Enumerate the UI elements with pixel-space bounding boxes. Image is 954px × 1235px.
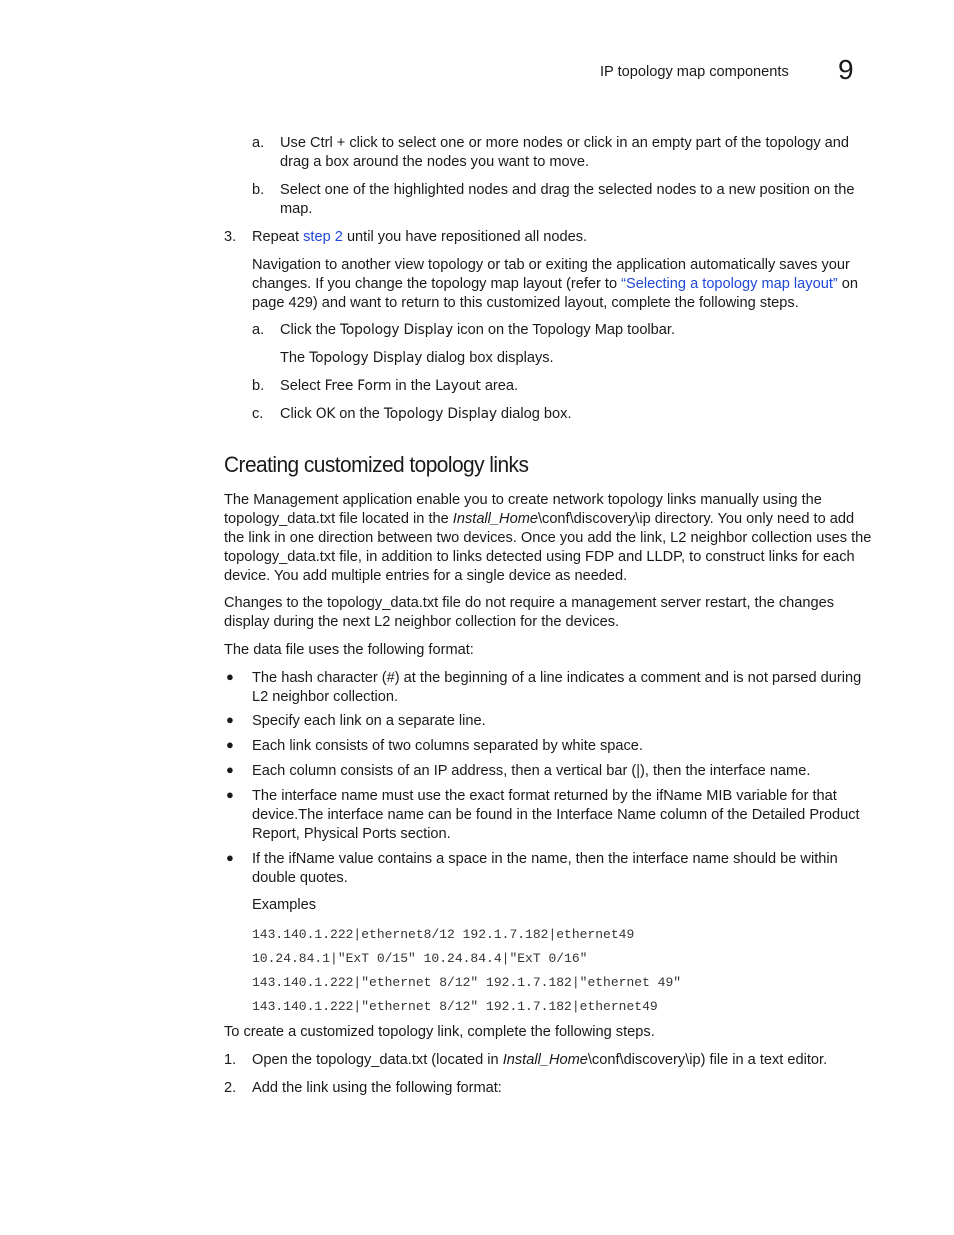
navigation-paragraph: Navigation to another view topology or tab or exiting the application automatically saves your changes. If you change the topology map layout (refer to “Selecting a topology map layout” on page 429) and want to return to this customized layout, complete the following steps. — [252, 257, 859, 311]
substep-marker: b. — [252, 182, 265, 198]
code-example: 143.140.1.222|"ethernet 8/12" 192.1.7.182|"ethernet 49" — [252, 975, 682, 990]
code-example: 10.24.84.1|"ExT 0/15" 10.24.84.4|"ExT 0/16" — [252, 951, 588, 966]
step-2-link[interactable]: step 2 — [303, 229, 343, 245]
step-3-text: Repeat step 2 until you have repositioned all nodes. — [252, 229, 588, 245]
bullet-icon: ● — [226, 787, 234, 802]
step-2-text: Add the link using the following format: — [252, 1080, 502, 1096]
ui-label: Layout — [435, 378, 481, 394]
ui-label: Topology Display — [340, 322, 453, 338]
bullet-item: The interface name must use the exact format returned by the ifName MIB variable for that device.The interface name can be found in the Interface Name column of the Detailed Product Report, Physical Ports section. — [252, 788, 860, 842]
substep-text: Click the Topology Display icon on the Topology Map toolbar. — [280, 322, 676, 338]
ui-label: Free Form — [324, 378, 392, 394]
bullet-item: Each column consists of an IP address, then a vertical bar (|), then the interface name. — [252, 763, 811, 779]
ui-label: Topology Display — [309, 350, 423, 366]
bullet-icon: ● — [226, 712, 234, 727]
bullet-icon: ● — [226, 669, 234, 684]
substep-marker: a. — [252, 135, 265, 151]
substep-note: The Topology Display dialog box displays. — [280, 350, 554, 366]
chapter-number: 9 — [838, 54, 854, 85]
substep-text: Use Ctrl + click to select one or more nodes or click in an empty part of the topology and drag a box around the nodes you want to move. — [280, 135, 850, 170]
restart-paragraph: Changes to the topology_data.txt file do not require a management server restart, the changes display during the next L2 neighbor collection for the devices. — [224, 595, 835, 630]
code-example: 143.140.1.222|"ethernet 8/12" 192.1.7.182|ethernet49 — [252, 999, 658, 1014]
section-heading: Creating customized topology links — [224, 452, 529, 477]
bullet-item: The hash character (#) at the beginning of a line indicates a comment and is not parsed during L2 neighbor collection. — [252, 670, 862, 705]
running-header — [600, 64, 789, 80]
bullet-icon: ● — [226, 850, 234, 865]
bullet-item: If the ifName value contains a space in the name, then the interface name should be within double quotes. — [252, 851, 838, 886]
substep-text: Click OK on the Topology Display dialog box. — [280, 406, 572, 422]
code-example: 143.140.1.222|ethernet8/12 192.1.7.182|ethernet49 — [252, 927, 635, 942]
substep-marker: b. — [252, 378, 265, 394]
step-marker: 3. — [224, 229, 237, 245]
selecting-layout-link[interactable]: “Selecting a topology map layout” — [621, 276, 838, 292]
intro-paragraph: The Management application enable you to create network topology links manually using the topology_data.txt file located in the Install_Home\conf\discovery\ip directory. You only need to add the link in one direction between two devices. Once you add the link, L2 neighbor collection uses the topology_data.txt file, in addition to links detected using FDP and LLDP, to construct links for each device. You add multiple entries for a single device as needed. — [224, 492, 872, 584]
step-marker: 1. — [224, 1052, 237, 1068]
step-marker: 2. — [224, 1080, 237, 1096]
bullet-icon: ● — [226, 737, 234, 752]
format-intro: The data file uses the following format: — [224, 642, 474, 658]
substep-marker: c. — [252, 406, 264, 422]
bullet-item: Specify each link on a separate line. — [252, 713, 486, 729]
bullet-item: Each link consists of two columns separated by white space. — [252, 738, 643, 754]
step-1-text: Open the topology_data.txt (located in Install_Home\conf\discovery\ip) file in a text editor. — [252, 1052, 828, 1068]
substep-text: Select one of the highlighted nodes and drag the selected nodes to a new position on the map. — [280, 182, 855, 217]
header-section-title: IP topology map components — [600, 64, 789, 80]
bullet-icon: ● — [226, 762, 234, 777]
ui-label: Topology Display — [383, 406, 497, 422]
examples-label: Examples — [252, 897, 317, 913]
substep-text: Select Free Form in the Layout area. — [280, 378, 519, 394]
steps-intro: To create a customized topology link, complete the following steps. — [224, 1024, 655, 1040]
substep-marker: a. — [252, 322, 265, 338]
ui-label: OK — [315, 406, 336, 422]
